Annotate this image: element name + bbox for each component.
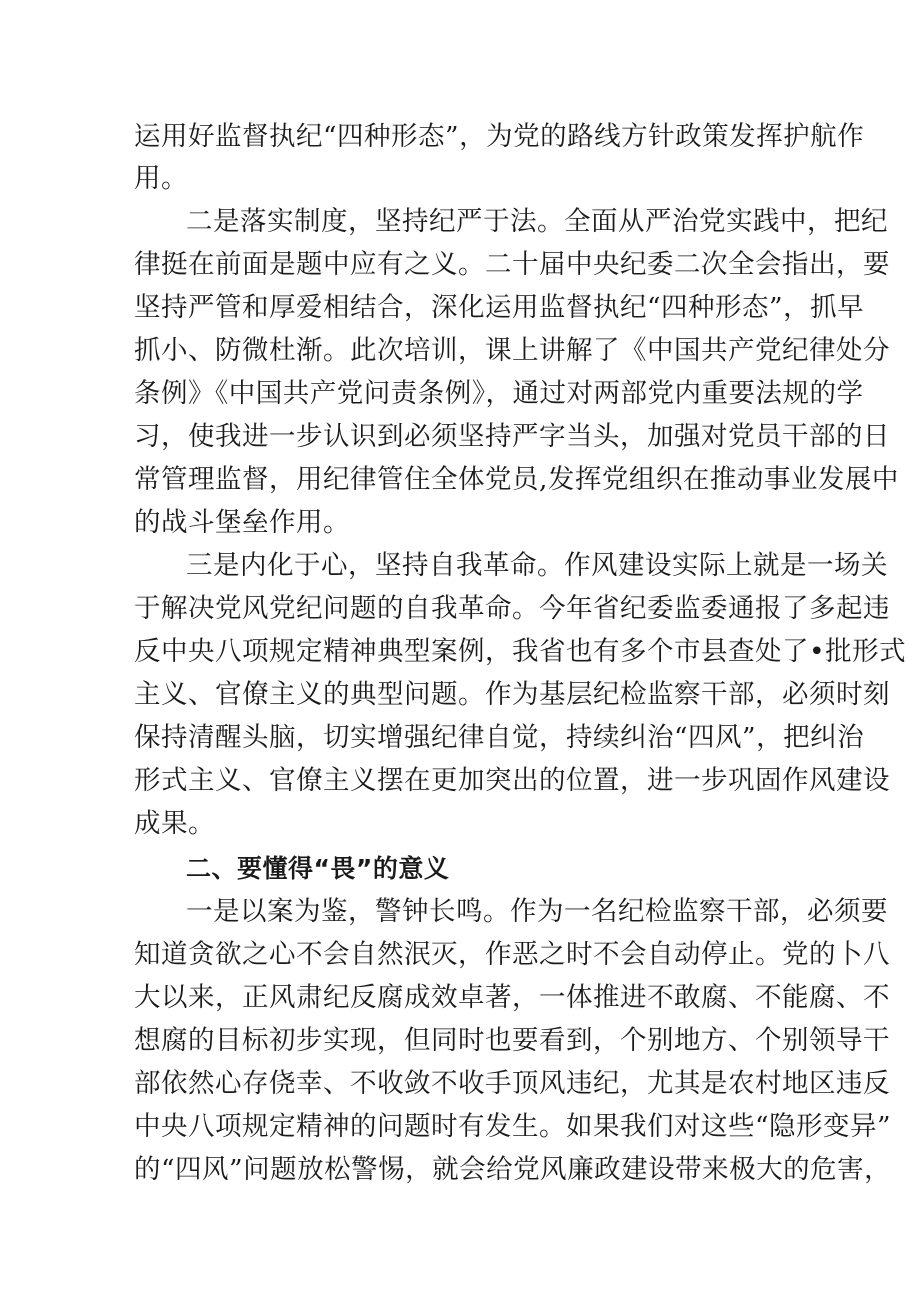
text-line-14: 主义、官僚主义的典型问题。作为基层纪检监察干部，必须时刻	[134, 679, 890, 710]
text-line-8: 习，使我进一步认识到必须坚持严字当头，加强对党员干部的日	[134, 421, 890, 452]
text-line-6: 抓小、防微杜渐。此次培训，课上讲解了《中国共产党纪律处分	[134, 335, 890, 366]
text-line-4: 律挺在前面是题中应有之义。二十届中央纪委二次全会指出，要	[134, 249, 890, 280]
text-line-25: 的“四风”问题放松警惕，就会给党风廉政建设带来极大的危害，	[134, 1154, 892, 1185]
text-line-7: 条例》《中国共产党问责条例》，通过对两部党内重要法规的学	[134, 378, 864, 409]
text-line-24: 中央八项规定精神的问题时有发生。如果我们对这些“隐形变异”	[134, 1111, 892, 1142]
text-line-5: 坚持严管和厚爱相结合，深化运用监督执纪“四种形态”，抓早	[134, 292, 865, 323]
text-line-16: 形式主义、官僚主义摆在更加突出的位置，进一步巩固作风建设	[134, 765, 890, 796]
text-line-17: 成果。	[134, 808, 215, 839]
text-line-15: 保持清醒头脑，切实增强纪律自觉，持续纠治“四风”，把纠治	[134, 722, 865, 753]
text-line-20: 知道贪欲之心不会自然泯灭，作恶之时不会自动停止。党的卜八	[134, 939, 890, 970]
text-line-1: 运用好监督执纪“四种形态”，为党的路线方针政策发挥护航作	[134, 121, 865, 152]
text-line-9: 常管理监督，用纪律管住全体党员,发挥党组织在推动事业发展中	[134, 464, 899, 495]
text-line-22: 想腐的目标初步实现，但同时也要看到，个别地方、个别领导干	[134, 1025, 890, 1056]
section-heading: 二、要懂得“畏”的意义	[186, 854, 450, 883]
paragraph-3-start: 三是内化于心，坚持自我革命。作风建设实际上就是一场关	[186, 550, 888, 581]
paragraph-4-start: 一是以案为鉴，警钟长鸣。作为一名纪检监察干部，必须要	[186, 896, 888, 927]
text-line-21: 大以来，正风肃纪反腐成效卓著，一体推进不敢腐、不能腐、不	[134, 982, 890, 1013]
text-line-12: 于解决党风党纪问题的自我革命。今年省纪委监委通报了多起违	[134, 593, 890, 624]
text-line-2: 用。	[134, 163, 188, 194]
text-line-10: 的战斗堡垒作用。	[134, 507, 350, 538]
paragraph-2-start: 二是落实制度，坚持纪严于法。全面从严治党实践中，把纪	[186, 206, 888, 237]
text-line-23: 部依然心存侥幸、不收敛不收手顶风违纪，尤其是农村地区违反	[134, 1068, 890, 1099]
text-line-13: 反中央八项规定精神典型案例，我省也有多个市县查处了•批形式	[134, 636, 907, 667]
